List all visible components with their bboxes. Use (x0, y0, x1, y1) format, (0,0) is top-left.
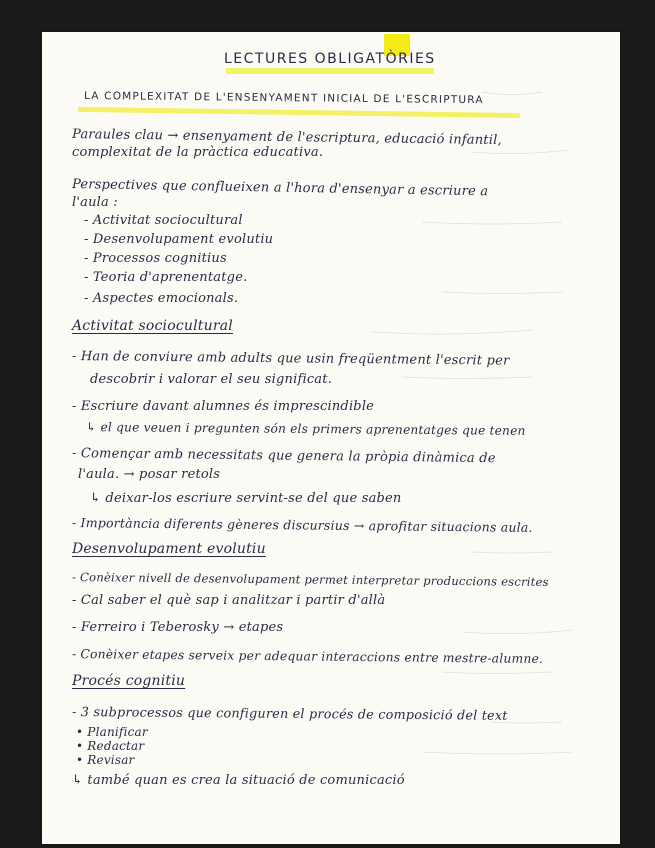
cognitiu-item-1: • Planificar (76, 725, 148, 739)
cognitiu-line-2: ↳ també quan es crea la situació de comunicació (72, 773, 405, 788)
sociocultural-line-7: ↳ deixar-los escriure servint-se del que saben (90, 491, 402, 506)
page-subtitle: LA COMPLEXITAT DE L'ENSENYAMENT INICIAL DE L'ESCRIPTURA (83, 90, 484, 107)
sociocultural-line-1: - Han de conviure amb adults que usin freqüentment l'escrit per (71, 349, 510, 369)
sociocultural-line-2: descobrir i valorar el seu significat. (90, 372, 333, 387)
evolutiu-line-4: - Conèixer etapes serveix per adequar interaccions entre mestre-alumne. (71, 647, 544, 666)
perspectives-line-2: l'aula : (72, 195, 118, 210)
evolutiu-line-3: - Ferreiro i Teberosky → etapes (72, 620, 284, 635)
perspective-item-3: - Processos cognitius (84, 251, 227, 266)
evolutiu-line-2: - Cal saber el què sap i analitzar i partir d'allà (72, 593, 386, 608)
keywords-line-2: complexitat de la pràctica educativa. (72, 145, 324, 160)
section-heading-sociocultural: Activitat sociocultural (72, 318, 233, 334)
sociocultural-line-4: ↳ el que veuen i pregunten són els primers aprenentatges que tenen (85, 420, 526, 438)
perspectives-line-1: Perspectives que conflueixen a l'hora d'ensenyar a escriure a (71, 177, 489, 200)
perspective-item-5: - Aspectes emocionals. (84, 291, 239, 306)
subtitle-highlight (78, 107, 520, 118)
cognitiu-item-2: • Redactar (76, 739, 145, 753)
sociocultural-line-6: l'aula. → posar retols (78, 467, 221, 482)
cognitiu-item-3: • Revisar (76, 753, 135, 767)
perspective-item-4: - Teoria d'aprenentatge. (84, 270, 248, 285)
page-title: LECTURES OBLIGATÒRIES (224, 51, 436, 67)
sociocultural-line-5: - Començar amb necessitats que genera la pròpia dinàmica de (71, 446, 496, 467)
keywords-line-1: Paraules clau → ensenyament de l'escriptura, educació infantil, (71, 127, 502, 149)
section-heading-cognitiu: Procés cognitiu (72, 673, 186, 689)
perspective-item-1: - Activitat sociocultural (84, 213, 243, 228)
perspective-item-2: - Desenvolupament evolutiu (84, 232, 274, 247)
section-heading-evolutiu: Desenvolupament evolutiu (72, 541, 266, 557)
evolutiu-line-1: - Conèixer nivell de desenvolupament permet interpretar produccions escrites (71, 570, 549, 589)
sociocultural-line-8: - Importància diferents gèneres discursius → aprofitar situacions aula. (71, 515, 533, 535)
cognitiu-line-1: - 3 subprocessos que configuren el procés de composició del text (71, 705, 508, 724)
sociocultural-line-3: - Escriure davant alumnes és imprescindible (72, 399, 375, 414)
title-highlight (226, 68, 434, 74)
notebook-page (42, 32, 620, 844)
